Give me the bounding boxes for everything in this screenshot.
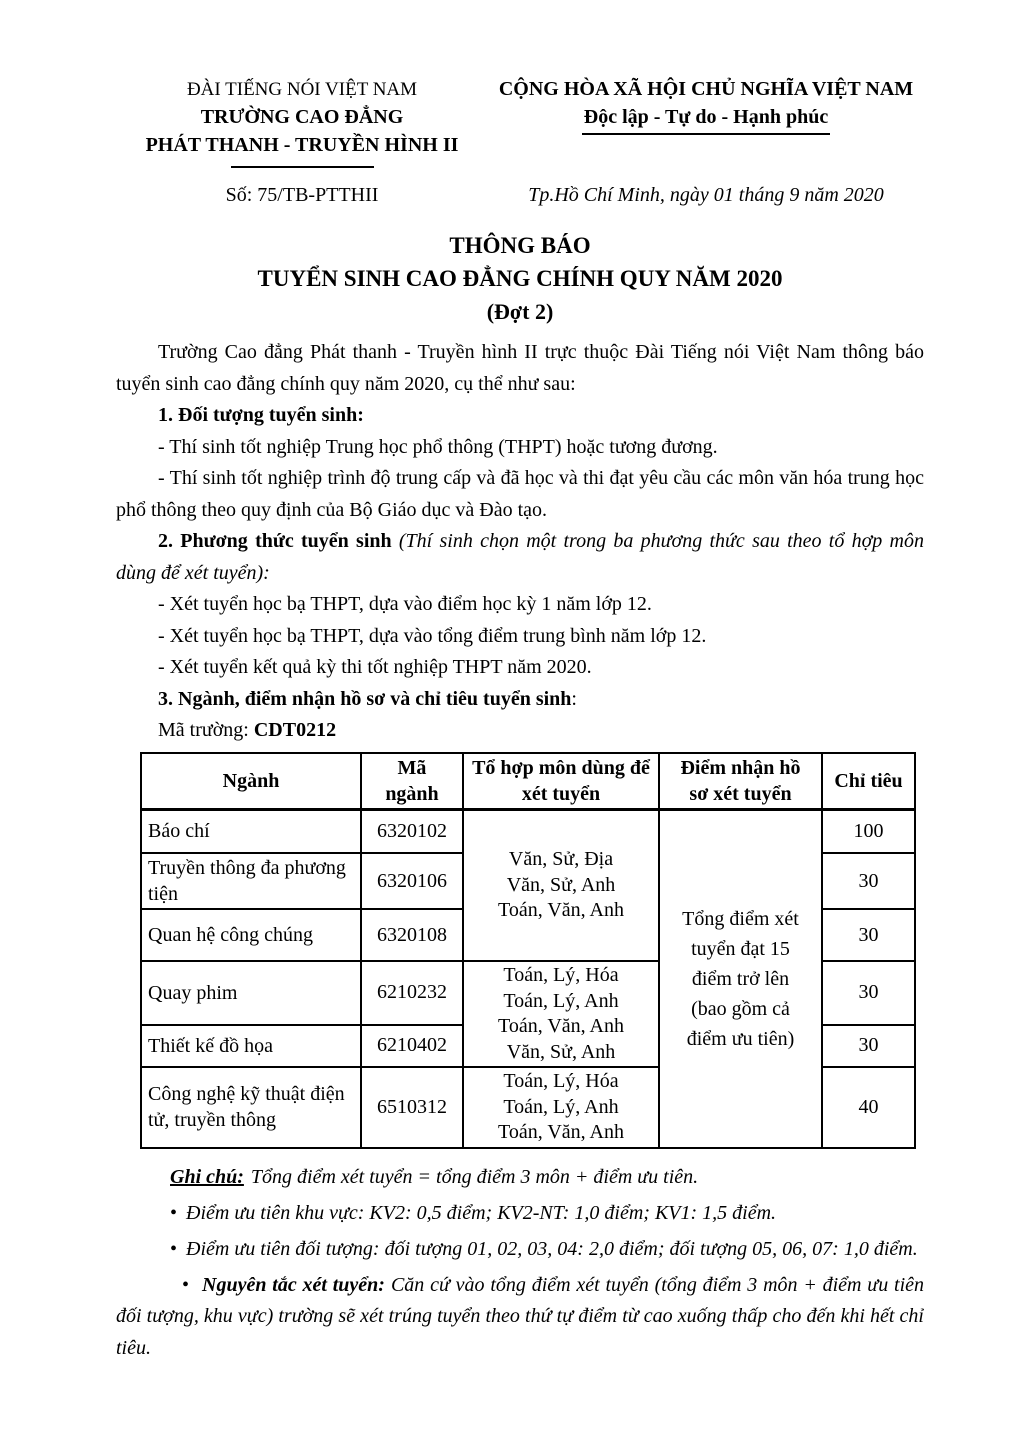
section-2-heading: [116, 526, 924, 589]
cell-ma-nganh: 6320102: [361, 809, 463, 853]
section-2-item-1: - Xét tuyển học bạ THPT, dựa vào điểm học kỳ 1 năm lớp 12.: [158, 593, 652, 615]
cell-chi-tieu: 30: [822, 909, 915, 961]
school-code-label: Mã trường:: [158, 719, 254, 741]
issuing-org-block: [116, 76, 488, 168]
col-header-ma-nganh: Mã ngành: [361, 753, 463, 810]
note-bullet-nguyen-tac: [116, 1270, 924, 1365]
section-1-item-2: - Thí sinh tốt nghiệp trình độ trung cấp và đã học và thi đạt yêu cầu các môn văn hóa trung học phổ thông theo quy định của Bộ Giáo dục và Đào tạo.: [116, 467, 924, 521]
national-motto: Độc lập - Tự do - Hạnh phúc: [582, 106, 830, 135]
document-title: [116, 229, 924, 328]
school-name-line-2: PHÁT THANH - TRUYỀN HÌNH II: [145, 134, 459, 156]
cell-chi-tieu: 30: [822, 853, 915, 909]
cell-nganh: Báo chí: [141, 809, 361, 853]
cell-diem-nhan: Tổng điểm xét tuyển đạt 15 điểm trở lên (bao gồm cả điểm ưu tiên): [659, 809, 822, 1148]
cell-chi-tieu: 100: [822, 809, 915, 853]
title-line-2: TUYỂN SINH CAO ĐẲNG CHÍNH QUY NĂM 2020: [257, 266, 783, 291]
section-1-item-1: - Thí sinh tốt nghiệp Trung học phổ thông (THPT) hoặc tương đương.: [158, 435, 718, 458]
place-and-date: Tp.Hồ Chí Minh, ngày 01 tháng 9 năm 2020: [528, 184, 884, 206]
title-line-1: THÔNG BÁO: [449, 233, 591, 258]
cell-to-hop-group-3: Toán, Lý, Hóa Toán, Lý, Anh Toán, Văn, Anh: [463, 1067, 659, 1148]
national-title: CỘNG HÒA XÃ HỘI CHỦ NGHĨA VIỆT NAM: [498, 78, 914, 100]
col-header-to-hop: Tổ hợp môn dùng để xét tuyển: [463, 753, 659, 810]
cell-chi-tieu: 40: [822, 1067, 915, 1148]
cell-nganh: Công nghệ kỹ thuật điện tử, truyền thông: [141, 1067, 361, 1148]
cell-ma-nganh: 6210402: [361, 1025, 463, 1067]
col-header-nganh: Ngành: [141, 753, 361, 810]
cell-to-hop-group-2: Toán, Lý, Hóa Toán, Lý, Anh Toán, Văn, Anh Văn, Sử, Anh: [463, 961, 659, 1067]
national-motto-block: [488, 76, 924, 168]
nguyen-tac-label: Nguyên tắc xét tuyển:: [202, 1273, 385, 1296]
section-2-item-2: - Xét tuyển học bạ THPT, dựa vào tổng điểm trung bình năm lớp 12.: [158, 624, 707, 647]
school-name-line-1: TRƯỜNG CAO ĐẲNG: [200, 106, 404, 128]
admission-table: [140, 752, 916, 1149]
cell-to-hop-group-1: Văn, Sử, Địa Văn, Sử, Anh Toán, Văn, Anh: [463, 809, 659, 961]
col-header-diem-nhan: Điểm nhận hồ sơ xét tuyển: [659, 753, 822, 810]
section-2-heading-note: (Thí sinh chọn một trong ba phương thức sau theo tổ hợp môn dùng để xét tuyển):: [116, 530, 925, 584]
cell-ma-nganh: 6320106: [361, 853, 463, 909]
cell-nganh: Quan hệ công chúng: [141, 909, 361, 961]
motto-wrap: [488, 103, 924, 135]
parent-org-name: ĐÀI TIẾNG NÓI VIỆT NAM: [186, 79, 418, 100]
table-row: [141, 809, 915, 853]
ghi-chu-text: Tổng điểm xét tuyển = tổng điểm 3 môn + điểm ưu tiên.: [250, 1165, 699, 1188]
note-text: Điểm ưu tiên khu vực: KV2: 0,5 điểm; KV2-NT: 1,0 điểm; KV1: 1,5 điểm.: [186, 1201, 777, 1224]
nguyen-tac-text: Căn cứ vào tổng điểm xét tuyển (tổng điểm 3 môn + điểm ưu tiên đối tượng, khu vực) trường sẽ xét trúng tuyển theo thứ tự điểm từ cao xuống thấp cho đến khi hết chỉ tiêu.: [116, 1273, 925, 1359]
cell-nganh: Quay phim: [141, 961, 361, 1025]
school-code-value: CDT0212: [253, 719, 337, 741]
section-2-item-3: - Xét tuyển kết quả kỳ thi tốt nghiệp THPT năm 2020.: [158, 656, 592, 678]
bullet-icon: •: [170, 1237, 178, 1260]
ghi-chu-label: Ghi chú:: [170, 1165, 244, 1188]
cell-ma-nganh: 6320108: [361, 909, 463, 961]
section-1-heading: 1. Đối tượng tuyển sinh:: [158, 404, 364, 426]
note-bullet-doi-tuong: [116, 1234, 924, 1266]
section-3-heading-colon: :: [571, 687, 577, 710]
note-bullet-khu-vuc: [116, 1198, 924, 1230]
section-2-heading-label: 2. Phương thức tuyển sinh: [158, 530, 392, 552]
bullet-icon: •: [182, 1273, 190, 1296]
cell-ma-nganh: 6510312: [361, 1067, 463, 1148]
cell-chi-tieu: 30: [822, 961, 915, 1025]
col-header-chi-tieu: Chỉ tiêu: [822, 753, 915, 810]
school-code-line: [116, 715, 924, 747]
cell-chi-tieu: 30: [822, 1025, 915, 1067]
intro-paragraph: Trường Cao đẳng Phát thanh - Truyền hình II trực thuộc Đài Tiếng nói Việt Nam thông báo tuyển sinh cao đẳng chính quy năm 2020, cụ thể như sau:: [116, 341, 924, 395]
note-ghi-chu: [116, 1162, 924, 1194]
document-number: Số: 75/TB-PTTHII: [225, 184, 379, 206]
cell-nganh: Thiết kế đồ họa: [141, 1025, 361, 1067]
cell-ma-nganh: 6210232: [361, 961, 463, 1025]
bullet-icon: •: [170, 1201, 178, 1224]
document-header: [116, 76, 924, 168]
title-line-3: (Đợt 2): [486, 299, 554, 324]
org-underline: [231, 166, 374, 168]
section-3-heading-label: 3. Ngành, điểm nhận hồ sơ và chỉ tiêu tuyển sinh: [158, 687, 572, 710]
document-meta-row: [116, 184, 924, 207]
cell-nganh: Truyền thông đa phương tiện: [141, 853, 361, 909]
table-header-row: [141, 753, 915, 810]
note-text: Điểm ưu tiên đối tượng: đối tượng 01, 02, 03, 04: 2,0 điểm; đối tượng 05, 06, 07: 1,0 điểm.: [186, 1237, 918, 1260]
section-3-heading: [116, 684, 924, 716]
